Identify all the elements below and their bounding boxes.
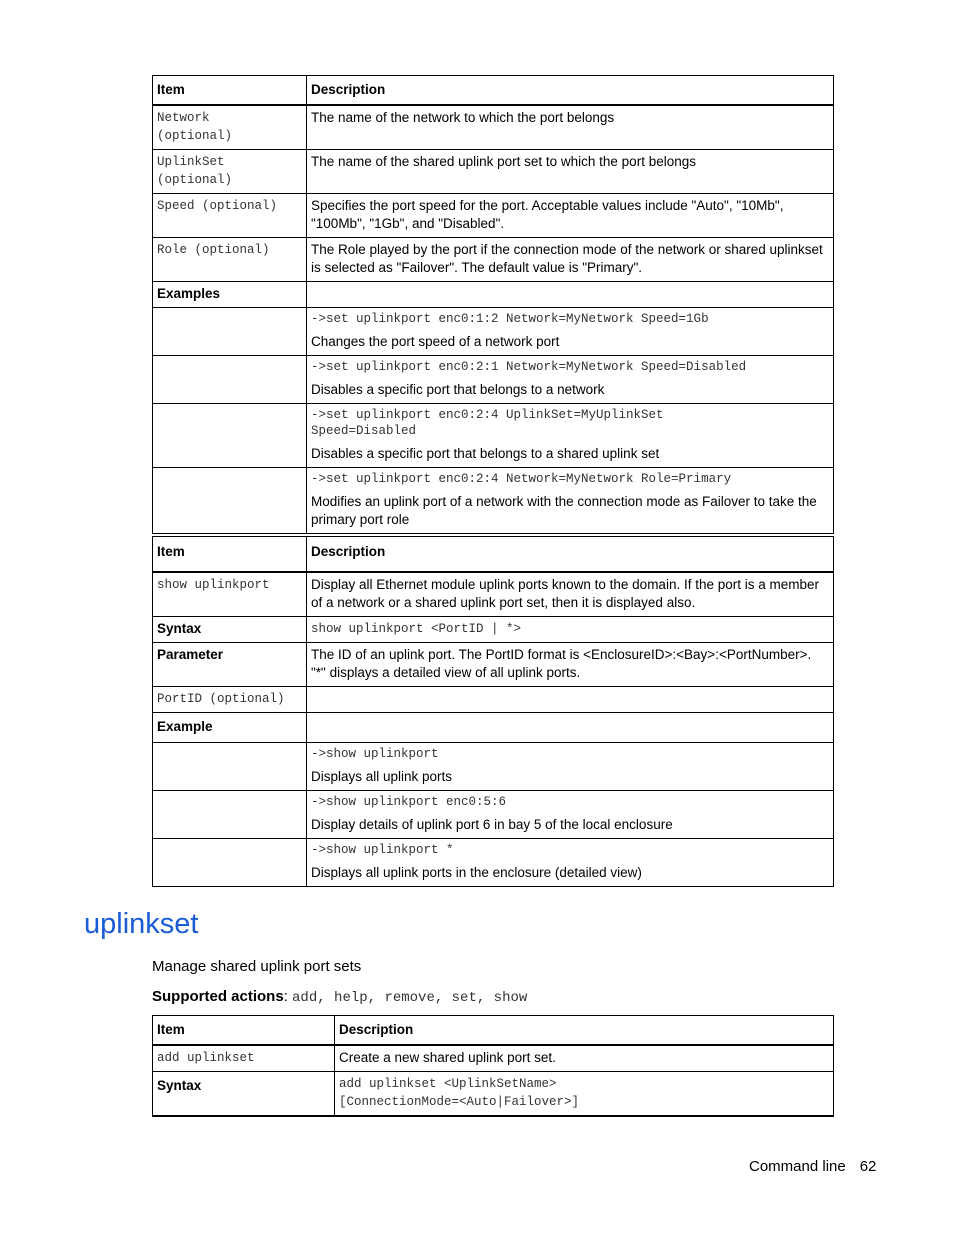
example-cell (307, 308, 834, 356)
table-row (153, 194, 834, 238)
example-description: Modifies an uplink port of a network with the connection mode as Failover to take the primary port role (311, 494, 817, 527)
table-row (153, 713, 834, 743)
table-row (153, 150, 834, 194)
table-row (153, 282, 834, 308)
header-description: Description (335, 1016, 834, 1046)
param-description: The name of the network to which the port belongs (307, 105, 834, 150)
table-row (153, 643, 834, 687)
param-network: Network (optional) (153, 105, 307, 150)
header-item: Item (153, 76, 307, 106)
command-name: show uplinkport (153, 572, 307, 617)
table-row (153, 404, 834, 468)
header-item: Item (153, 537, 307, 573)
example-command: ->show uplinkport enc0:5:6 (311, 795, 507, 809)
table-row (153, 743, 834, 791)
parameter-value: The ID of an uplink port. The PortID format is <EnclosureID>:<Bay>:<PortNumber>. "*" displays a detailed view of all uplink ports. (307, 643, 834, 687)
table-row (153, 687, 834, 713)
param-description: The name of the shared uplink port set to which the port belongs (307, 150, 834, 194)
param-description (307, 687, 834, 713)
header-item: Item (153, 1016, 335, 1046)
examples-label: Examples (153, 282, 307, 308)
section-intro: Manage shared uplink port sets (152, 958, 362, 975)
syntax-value: show uplinkport <PortID | *> (307, 617, 834, 643)
example-command: ->show uplinkport (311, 747, 439, 761)
example-description: Changes the port speed of a network port (311, 334, 560, 349)
table-row (153, 308, 834, 356)
command-description: Create a new shared uplink port set. (335, 1045, 834, 1072)
header-description: Description (307, 76, 834, 106)
example-command: ->set uplinkport enc0:2:1 Network=MyNetwork Speed=Disabled (311, 360, 747, 374)
example-cell (307, 468, 834, 534)
command-description: Display all Ethernet module uplink ports known to the domain. If the port is a member of a network or a shared uplink port set, then it is displayed also. (307, 572, 834, 617)
table-row (153, 617, 834, 643)
table-row (153, 105, 834, 150)
section-title: uplinkset (84, 908, 199, 940)
table-row (153, 356, 834, 404)
table-row (153, 791, 834, 839)
uplinkport-set-table (152, 75, 834, 534)
example-cell (307, 791, 834, 839)
syntax-label: Syntax (153, 617, 307, 643)
parameter-label: Parameter (153, 643, 307, 687)
table-row (153, 1045, 834, 1072)
example-command: ->set uplinkport enc0:1:2 Network=MyNetwork Speed=1Gb (311, 312, 709, 326)
example-label: Example (153, 713, 307, 743)
table-row (153, 839, 834, 887)
table-row (153, 1072, 834, 1117)
supported-actions-label: Supported actions (152, 988, 284, 1005)
uplinkset-table (152, 1015, 834, 1117)
table-row (153, 468, 834, 534)
example-cell (307, 404, 834, 468)
example-description: Display details of uplink port 6 in bay 5 of the local enclosure (311, 817, 673, 832)
table-row (153, 572, 834, 617)
param-description: Specifies the port speed for the port. Acceptable values include "Auto", "10Mb", "100Mb", "1Gb", and "Disabled". (307, 194, 834, 238)
example-command: ->set uplinkport enc0:2:4 UplinkSet=MyUplinkSet Speed=Disabled (311, 408, 664, 438)
supported-actions-list: add, help, remove, set, show (292, 990, 528, 1006)
footer-section: Command line (749, 1158, 846, 1175)
page-number: 62 (859, 1158, 877, 1175)
syntax-value: add uplinkset <UplinkSetName> [ConnectionMode=<Auto|Failover>] (335, 1072, 834, 1117)
example-command: ->set uplinkport enc0:2:4 Network=MyNetwork Role=Primary (311, 472, 732, 486)
supported-actions: Supported actions: add, help, remove, set, show (152, 988, 528, 1006)
example-description: Disables a specific port that belongs to a shared uplink set (311, 446, 660, 461)
param-portid: PortID (optional) (153, 687, 307, 713)
example-description: Displays all uplink ports (311, 769, 453, 784)
page-footer (749, 1158, 876, 1175)
example-cell (307, 356, 834, 404)
example-description: Disables a specific port that belongs to a network (311, 382, 605, 397)
example-cell (307, 839, 834, 887)
param-description: The Role played by the port if the connection mode of the network or shared uplinkset is selected as "Failover". The default value is "Primary". (307, 238, 834, 282)
param-uplinkset: UplinkSet (optional) (153, 150, 307, 194)
example-command: ->show uplinkport * (311, 843, 454, 857)
example-description: Displays all uplink ports in the enclosure (detailed view) (311, 865, 642, 880)
command-name: add uplinkset (153, 1045, 335, 1072)
param-role: Role (optional) (153, 238, 307, 282)
show-uplinkport-table (152, 536, 834, 887)
table-row (153, 238, 834, 282)
header-description: Description (307, 537, 834, 573)
param-speed: Speed (optional) (153, 194, 307, 238)
example-cell (307, 743, 834, 791)
syntax-label: Syntax (153, 1072, 335, 1117)
